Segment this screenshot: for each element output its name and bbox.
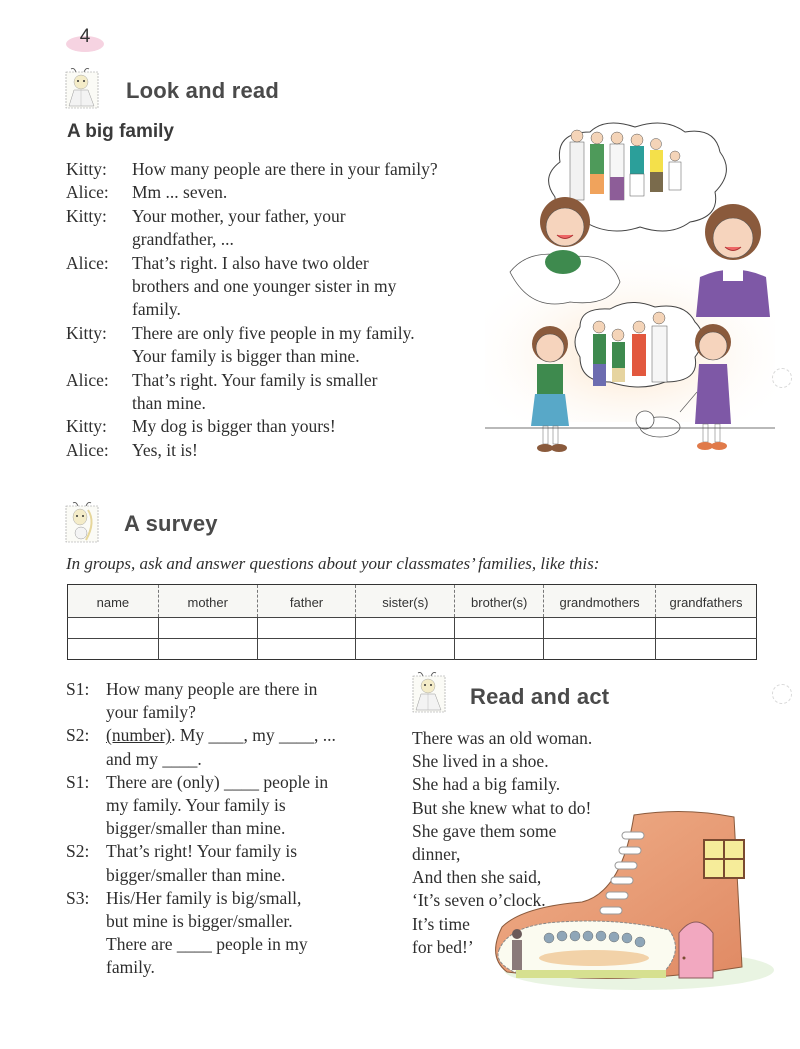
- table-cell[interactable]: [455, 639, 544, 660]
- speaker: S2:: [66, 725, 90, 746]
- poem-line: dinner,: [412, 844, 461, 865]
- survey-dialogue: [66, 678, 386, 980]
- speaker: Alice:: [66, 252, 109, 273]
- poem-line: And then she said,: [412, 867, 542, 888]
- dialogue-line: [66, 369, 506, 416]
- page-number-text: 4: [79, 26, 91, 47]
- dialogue-line: [66, 252, 506, 322]
- speaker: Kitty:: [66, 416, 107, 437]
- table-cell[interactable]: [656, 618, 757, 639]
- utterance: That’s right! Your family is bigger/smaller than mine.: [106, 841, 298, 885]
- reading-mascot-icon: [64, 66, 100, 110]
- dialogue-line: [66, 771, 386, 841]
- poem-line: It’s time: [412, 913, 470, 934]
- table-cell[interactable]: [544, 639, 656, 660]
- speaker: S3:: [66, 887, 90, 908]
- dialogue-line: [66, 322, 506, 369]
- utterance: Yes, it is!: [132, 439, 198, 460]
- utterance: His/Her family is big/small, but mine is bigger/smaller. There are ____ people in my family.: [106, 887, 308, 978]
- utterance: That’s right. I also have two older brothers and one younger sister in my family.: [132, 252, 397, 320]
- dialogue-title: A big family: [67, 121, 174, 142]
- speaker: Kitty:: [66, 322, 107, 343]
- utterance: My dog is bigger than yours!: [132, 416, 336, 437]
- section-title-look-and-read: Look and read: [126, 78, 279, 103]
- page-number: [66, 28, 104, 52]
- poem-line: She gave them some: [412, 820, 557, 841]
- speaker: Kitty:: [66, 205, 107, 226]
- speaker: S1:: [66, 679, 90, 699]
- binding-hole: [772, 684, 792, 704]
- column-header-mother: mother: [158, 585, 257, 618]
- family-illustration: [485, 122, 775, 467]
- number-placeholder: (number): [106, 725, 172, 746]
- dialogue-line: [66, 840, 386, 886]
- utterance: There are (only) ____ people in my family. Your family is bigger/smaller than mine.: [106, 771, 329, 839]
- section-title-read-and-act: Read and act: [470, 684, 610, 709]
- speaker: Alice:: [66, 439, 109, 460]
- shoe-house-illustration: [494, 800, 774, 995]
- survey-instruction: In groups, ask and answer questions about your classmates’ families, like this:: [66, 554, 600, 573]
- table-cell[interactable]: [356, 639, 455, 660]
- section-title-survey: A survey: [124, 511, 218, 536]
- dialogue-line: [66, 158, 506, 181]
- utterance: There are only five people in my family. Your family is bigger than mine.: [132, 322, 415, 367]
- binding-hole: [772, 368, 792, 388]
- table-cell[interactable]: [544, 618, 656, 639]
- table-cell[interactable]: [68, 639, 159, 660]
- table-row: [68, 639, 757, 660]
- table-cell[interactable]: [158, 618, 257, 639]
- table-cell[interactable]: [656, 639, 757, 660]
- column-header-grandmothers: grandmothers: [544, 585, 656, 618]
- dialogue-line: [66, 887, 386, 980]
- poem-line: ‘It’s seven o’clock.: [412, 890, 546, 911]
- speaker: Alice:: [66, 182, 109, 203]
- poem-line: There was an old woman.: [412, 728, 593, 748]
- column-header-name: name: [68, 585, 159, 618]
- survey-table: [67, 584, 757, 660]
- dialogue-line: [66, 181, 506, 204]
- speaker: Alice:: [66, 369, 109, 390]
- table-cell[interactable]: [257, 639, 356, 660]
- utterance: (number). My ____, my ____, ... and my ____.: [106, 725, 336, 769]
- speaker: S1:: [66, 771, 90, 792]
- dialogue-line: [66, 439, 506, 462]
- survey-table-header: [68, 585, 757, 618]
- table-cell[interactable]: [257, 618, 356, 639]
- utterance: Your mother, your father, your grandfather, ...: [132, 205, 346, 250]
- column-header-father: father: [257, 585, 356, 618]
- table-cell[interactable]: [68, 618, 159, 639]
- table-row: [68, 618, 757, 639]
- utterance: Mm ... seven.: [132, 182, 228, 203]
- utterance: That’s right. Your family is smaller than mine.: [132, 369, 378, 414]
- column-header-sisters: sister(s): [356, 585, 455, 618]
- poem-line: But she knew what to do!: [412, 797, 592, 818]
- family-dialogue: [66, 158, 506, 462]
- thinking-mascot-icon: [64, 500, 100, 544]
- speaker: S2:: [66, 841, 90, 862]
- utterance: How many people are there in your family?: [106, 679, 318, 723]
- column-header-grandfathers: grandfathers: [656, 585, 757, 618]
- dialogue-line: [66, 415, 506, 438]
- reading-mascot-icon: [411, 670, 447, 714]
- dialogue-line: [66, 678, 386, 724]
- table-cell[interactable]: [356, 618, 455, 639]
- poem-line: for bed!’: [412, 936, 474, 957]
- utterance: How many people are there in your family?: [132, 159, 438, 179]
- poem-line: She lived in a shoe.: [412, 751, 549, 772]
- dialogue-line: [66, 724, 386, 770]
- speaker: Kitty:: [66, 159, 107, 179]
- column-header-brothers: brother(s): [455, 585, 544, 618]
- table-cell[interactable]: [455, 618, 544, 639]
- dialogue-line: [66, 205, 506, 252]
- table-cell[interactable]: [158, 639, 257, 660]
- poem-line: She had a big family.: [412, 774, 561, 795]
